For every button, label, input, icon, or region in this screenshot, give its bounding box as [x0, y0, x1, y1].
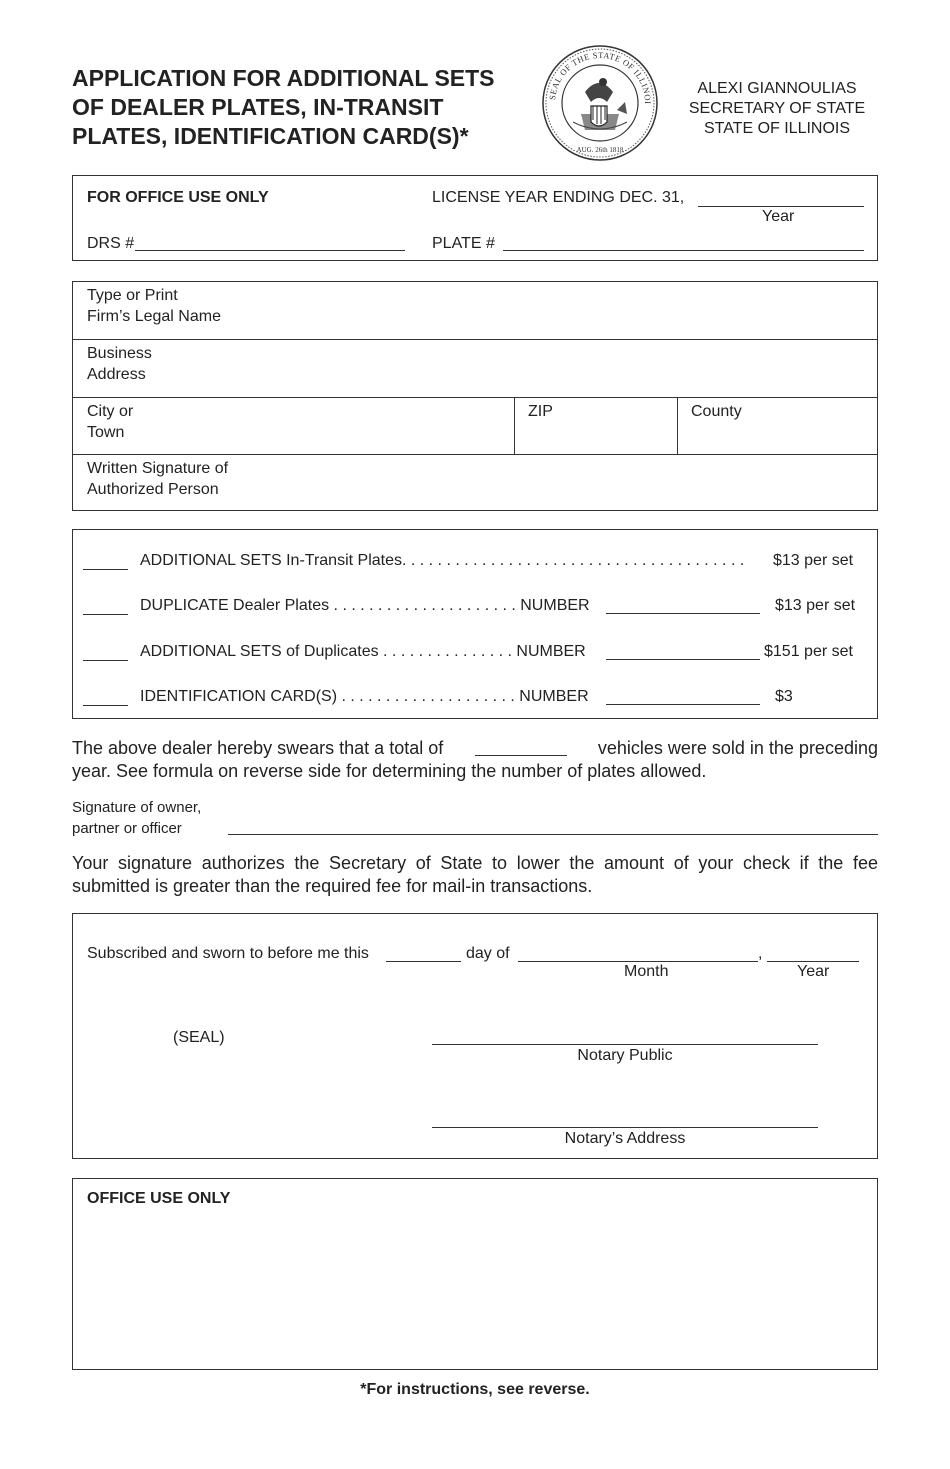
divider [677, 397, 678, 454]
form-title [72, 64, 532, 151]
sworn-day-field[interactable] [386, 961, 461, 962]
label-line: Signature of owner, [72, 799, 202, 816]
office-use-top-box [72, 175, 878, 261]
drs-field[interactable] [135, 250, 405, 251]
fee-number-field[interactable] [606, 704, 760, 705]
city-label [87, 401, 133, 443]
fee-number-field[interactable] [606, 659, 760, 660]
oath-text: vehicles were sold in the preceding [597, 738, 878, 758]
oath-paragraph [72, 737, 878, 783]
label-line: Authorized Person [87, 481, 219, 498]
business-address-field[interactable] [243, 344, 863, 392]
vehicles-sold-field[interactable] [475, 737, 567, 756]
divider [73, 397, 877, 398]
footer-note: *For instructions, see reverse. [360, 1381, 590, 1398]
oath-text: The above dealer hereby swears that a total of [72, 738, 444, 758]
fee-price: $13 per set [773, 552, 854, 569]
license-year-label: LICENSE YEAR ENDING DEC. 31, [432, 189, 685, 206]
fee-label: IDENTIFICATION CARD(S) . . . . . . . . . . . . . . . . . . . . NUMBER [140, 688, 589, 705]
label-line: Type or Print [87, 287, 178, 304]
firm-legal-name-field[interactable] [243, 286, 863, 334]
agency-line: SECRETARY OF STATE [688, 100, 866, 117]
sworn-year-field[interactable] [767, 961, 859, 962]
fee-label: DUPLICATE Dealer Plates . . . . . . . . . . . . . . . . . . . . . NUMBER [140, 597, 590, 614]
zip-label: ZIP [528, 403, 553, 420]
label-line: Written Signature of [87, 460, 229, 477]
drs-label: DRS # [87, 235, 135, 252]
fee-quantity-field[interactable] [83, 614, 128, 615]
label-line: City or [87, 403, 134, 420]
fee-price: $13 per set [775, 597, 856, 614]
zip-field[interactable] [523, 422, 673, 450]
county-label: County [691, 403, 742, 420]
seal-label: (SEAL) [173, 1029, 225, 1046]
business-address-label [87, 343, 152, 385]
notary-address-field[interactable] [432, 1127, 818, 1128]
notary-address-caption: Notary’s Address [564, 1130, 686, 1147]
sworn-text: Subscribed and sworn to before me this [87, 945, 369, 962]
divider [73, 339, 877, 340]
fee-number-field[interactable] [606, 613, 760, 614]
office-use-heading: FOR OFFICE USE ONLY [87, 189, 269, 206]
city-field[interactable] [243, 402, 503, 450]
firm-info-box [72, 281, 878, 511]
plate-field[interactable] [503, 250, 864, 251]
divider [514, 397, 515, 454]
notary-public-signature-field[interactable] [432, 1044, 818, 1045]
label-line: Business [87, 345, 152, 362]
agency-block [676, 79, 878, 139]
firm-legal-name-label [87, 285, 221, 327]
fee-quantity-field[interactable] [83, 660, 128, 661]
notary-box [72, 913, 878, 1159]
fee-label: ADDITIONAL SETS of Duplicates . . . . . . . . . . . . . . . NUMBER [140, 643, 586, 660]
agency-line: ALEXI GIANNOULIAS [697, 80, 857, 97]
divider [73, 454, 877, 455]
office-use-heading: OFFICE USE ONLY [87, 1190, 231, 1207]
title-line: OF DEALER PLATES, IN-TRANSIT [72, 94, 444, 120]
title-line: APPLICATION FOR ADDITIONAL SETS [72, 65, 495, 91]
label-line: partner or officer [72, 820, 182, 837]
plate-label: PLATE # [432, 235, 495, 252]
fee-quantity-field[interactable] [83, 569, 128, 570]
label-line: Firm’s Legal Name [87, 308, 221, 325]
title-line: PLATES, IDENTIFICATION CARD(S)* [72, 123, 469, 149]
comma: , [758, 945, 763, 962]
owner-signature-label [72, 797, 201, 839]
agency-line: STATE OF ILLINOIS [703, 120, 851, 137]
state-seal-icon [541, 44, 659, 162]
fees-box [72, 529, 878, 719]
office-use-bottom-box [72, 1178, 878, 1370]
month-caption: Month [624, 963, 669, 980]
authorized-signature-field[interactable] [313, 460, 863, 506]
oath-text: year. See formula on reverse side for determining the number of plates allowed. [72, 761, 707, 781]
fee-price: $151 per set [764, 643, 853, 660]
sworn-text: day of [466, 945, 510, 962]
sworn-month-field[interactable] [518, 961, 758, 962]
notary-public-caption: Notary Public [577, 1047, 673, 1064]
label-line: Town [87, 424, 125, 441]
county-field[interactable] [685, 422, 870, 450]
seal-date: AUG. 26th 1818 [576, 146, 624, 154]
fee-label: ADDITIONAL SETS In-Transit Plates. . . . . . . . . . . . . . . . . . . . . . . . . . . . . . . . . . . . . . . [140, 552, 745, 569]
label-line: Address [87, 366, 146, 383]
year-caption: Year [762, 208, 795, 225]
seal-text: SEAL OF THE STATE OF ILLINOI [547, 49, 654, 105]
authorization-text: Your signature authorizes the Secretary of State to lower the amount of your check if the fee submitted is greater than the required fee for mail-in transactions. [72, 853, 878, 896]
fee-quantity-field[interactable] [83, 705, 128, 706]
authorized-signature-label [87, 458, 228, 500]
fee-price: $3 [775, 688, 793, 705]
license-year-field[interactable] [698, 206, 864, 207]
year-caption: Year [797, 963, 830, 980]
owner-signature-field[interactable] [228, 834, 878, 835]
